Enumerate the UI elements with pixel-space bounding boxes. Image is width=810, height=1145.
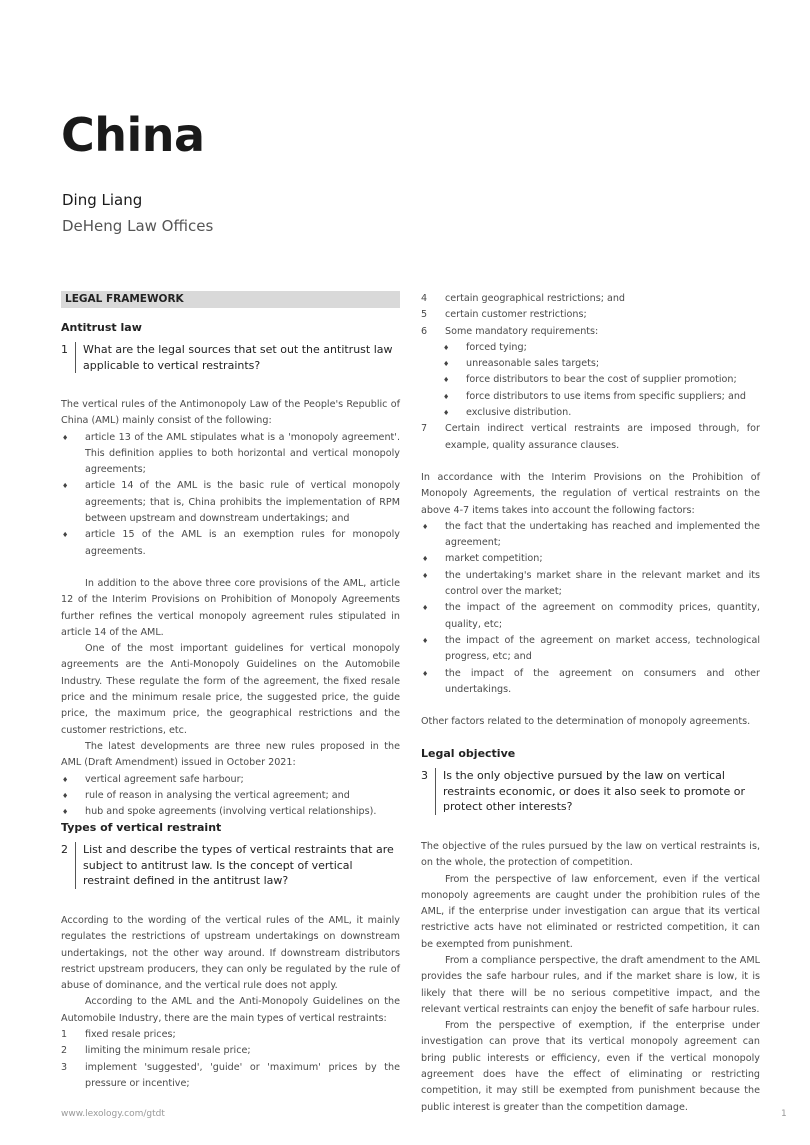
page-number: 1: [781, 1109, 787, 1119]
paragraph: From the perspective of exemption, if the enterprise under investigation can prove that its vertical monopoly agreement can bring public interests or efficiency, even if the vertical monopoly agreement does have the effect of eliminating or restricting competition, it may still be exempted from punishment because the public interest is greater than the competition damage.: [421, 1020, 760, 1113]
paragraph: From a compliance perspective, the draft amendment to the AML provides the safe harbour rules, and if the market share is low, it is likely that there will be no serious competitive impact, and the relevant vertical restraints can enjoy the benefit of safe harbour rules.: [421, 955, 760, 1015]
sub-bullet-list: [421, 340, 760, 421]
paragraph: According to the wording of the vertical rules of the AML, it mainly regulates the restrictions of upstream undertakings on downstream undertakings, not the other way around. If downstream distributors restrict upstream producers, they can only be regulated by the rule of abuse of dominance, and the vertical rule does not apply.: [61, 914, 400, 992]
list-item: ♦ article 14 of the AML is the basic rule of vertical monopoly agreements; that is, China prohibits the implementation of RPM between upstream and downstream undertakings; and: [61, 478, 400, 527]
list-number: 2: [61, 1045, 68, 1057]
list-text: Some mandatory requirements:: [445, 325, 599, 337]
list-text: certain geographical restrictions; and: [445, 293, 626, 304]
list-number: 1: [61, 1029, 68, 1040]
question-number: 2: [61, 843, 68, 857]
list-item: [61, 1027, 400, 1043]
paragraph: The objective of the rules pursued by the law on vertical restraints is, on the whole, the protection of competition.: [421, 840, 760, 869]
question-text: Is the only objective pursued by the law on vertical restraints economic, or does it also seek to promote or protect other interests?: [435, 768, 760, 815]
list-item: ♦ the fact that the undertaking has reached and implemented the agreement;: [421, 519, 760, 552]
list-number: 7: [421, 423, 428, 435]
list-item: ♦ force distributors to bear the cost of supplier promotion;: [421, 372, 760, 388]
paragraph: In accordance with the Interim Provisions on the Prohibition of Monopoly Agreements, the regulation of vertical restraints on the above 4-7 items takes into account the following factors:: [421, 471, 760, 516]
list-number: 3: [61, 1061, 68, 1073]
list-number: 4: [421, 293, 428, 304]
list-item: [61, 1060, 400, 1093]
subheading-legal-objective: Legal objective: [421, 747, 516, 761]
author-name: Ding Liang: [62, 191, 143, 209]
list-item: [421, 421, 760, 454]
numbered-list: [61, 1027, 400, 1092]
paragraph: The vertical rules of the Antimonopoly Law of the People's Republic of China (AML) mainly consist of the following:: [61, 399, 400, 427]
question-2: [61, 842, 400, 889]
question-text: List and describe the types of vertical restraints that are subject to antitrust law. Is the concept of vertical restraint defined in the antitrust law?: [75, 842, 400, 889]
list-item: ♦ unreasonable sales targets;: [421, 356, 760, 372]
subheading-antitrust-law: Antitrust law: [61, 321, 142, 334]
paragraph: The latest developments are three new rules proposed in the AML (Draft Amendment) issued in October 2021:: [61, 740, 400, 769]
numbered-list: [421, 421, 760, 454]
list-text: fixed resale prices;: [85, 1029, 176, 1040]
page-title: China: [61, 108, 205, 162]
list-text: Certain indirect vertical restraints are imposed through, for example, quality assurance clauses.: [445, 423, 760, 451]
paragraph: One of the most important guidelines for vertical monopoly agreements are the Anti-Monopoly Guidelines on the Automobile Industry. These regulate the form of the agreement, the fixed resale price and the minimum resale price, the suggested price, the guide price, the maximum price, the geographical restrictions and the customer restrictions, etc.: [61, 643, 400, 736]
list-text: limiting the minimum resale price;: [85, 1045, 251, 1057]
question-1: [61, 342, 400, 373]
question-text: What are the legal sources that set out the antitrust law applicable to vertical restraints?: [75, 342, 400, 373]
subheading-types-of-vertical-restraint: Types of vertical restraint: [61, 821, 222, 835]
paragraph: In addition to the above three core provisions of the AML, article 12 of the Interim Provisions on Prohibition of Monopoly Agreements further refines the vertical monopoly agreement rules stipulated in article 14 of the AML.: [61, 577, 400, 638]
paragraph: From the perspective of law enforcement, even if the vertical monopoly agreements are caught under the prohibition rules of the AML, if the enterprise under investigation can argue that its vertical restrictive acts have not eliminated or restricted competition, it can be exempted from punishment.: [421, 873, 760, 950]
question-3: [421, 768, 760, 815]
list-item: ♦ forced tying;: [421, 340, 760, 356]
right-column: [421, 291, 760, 1116]
numbered-list: [421, 291, 760, 340]
list-item: ♦ the impact of the agreement on market access, technological progress, etc; and: [421, 633, 760, 666]
list-item: ♦ market competition;: [421, 551, 760, 567]
list-item: ♦ force distributors to use items from specific suppliers; and: [421, 389, 760, 405]
paragraph: According to the AML and the Anti-Monopoly Guidelines on the Automobile Industry, there are the main types of vertical restraints:: [61, 996, 400, 1024]
list-item: ♦ article 13 of the AML stipulates what is a 'monopoly agreement'. This definition applies to both horizontal and vertical monopoly agreements;: [61, 430, 400, 479]
list-item: [421, 291, 760, 307]
question-number: 1: [61, 343, 68, 356]
list-item: [421, 307, 760, 323]
list-item: ♦ the impact of the agreement on consumers and other undertakings.: [421, 666, 760, 699]
list-item: ♦ vertical agreement safe harbour;: [61, 772, 400, 788]
list-item: ♦ the impact of the agreement on commodity prices, quantity, quality, etc;: [421, 600, 760, 633]
question-number: 3: [421, 769, 428, 783]
bullet-list: [421, 519, 760, 698]
section-heading-legal-framework: LEGAL FRAMEWORK: [61, 291, 400, 308]
footer-url: www.lexology.com/gtdt: [61, 1109, 165, 1119]
left-column: [61, 291, 400, 1092]
bullet-list: [61, 430, 400, 560]
author-firm: DeHeng Law Offices: [62, 217, 214, 235]
paragraph: Other factors related to the determination of monopoly agreements.: [421, 716, 751, 728]
list-text: certain customer restrictions;: [445, 309, 587, 321]
list-item: ♦ hub and spoke agreements (involving vertical relationships).: [61, 804, 400, 820]
list-item: ♦ article 15 of the AML is an exemption rules for monopoly agreements.: [61, 527, 400, 560]
bullet-list: [61, 772, 400, 821]
list-text: implement 'suggested', 'guide' or 'maximum' prices by the pressure or incentive;: [85, 1061, 400, 1089]
list-number: 5: [421, 309, 428, 321]
list-item: [421, 324, 760, 340]
list-item: ♦ the undertaking's market share in the relevant market and its control over the market;: [421, 568, 760, 601]
list-number: 6: [421, 325, 428, 337]
list-item: [61, 1043, 400, 1059]
list-item: ♦ rule of reason in analysing the vertical agreement; and: [61, 788, 400, 804]
list-item: ♦ exclusive distribution.: [421, 405, 760, 421]
